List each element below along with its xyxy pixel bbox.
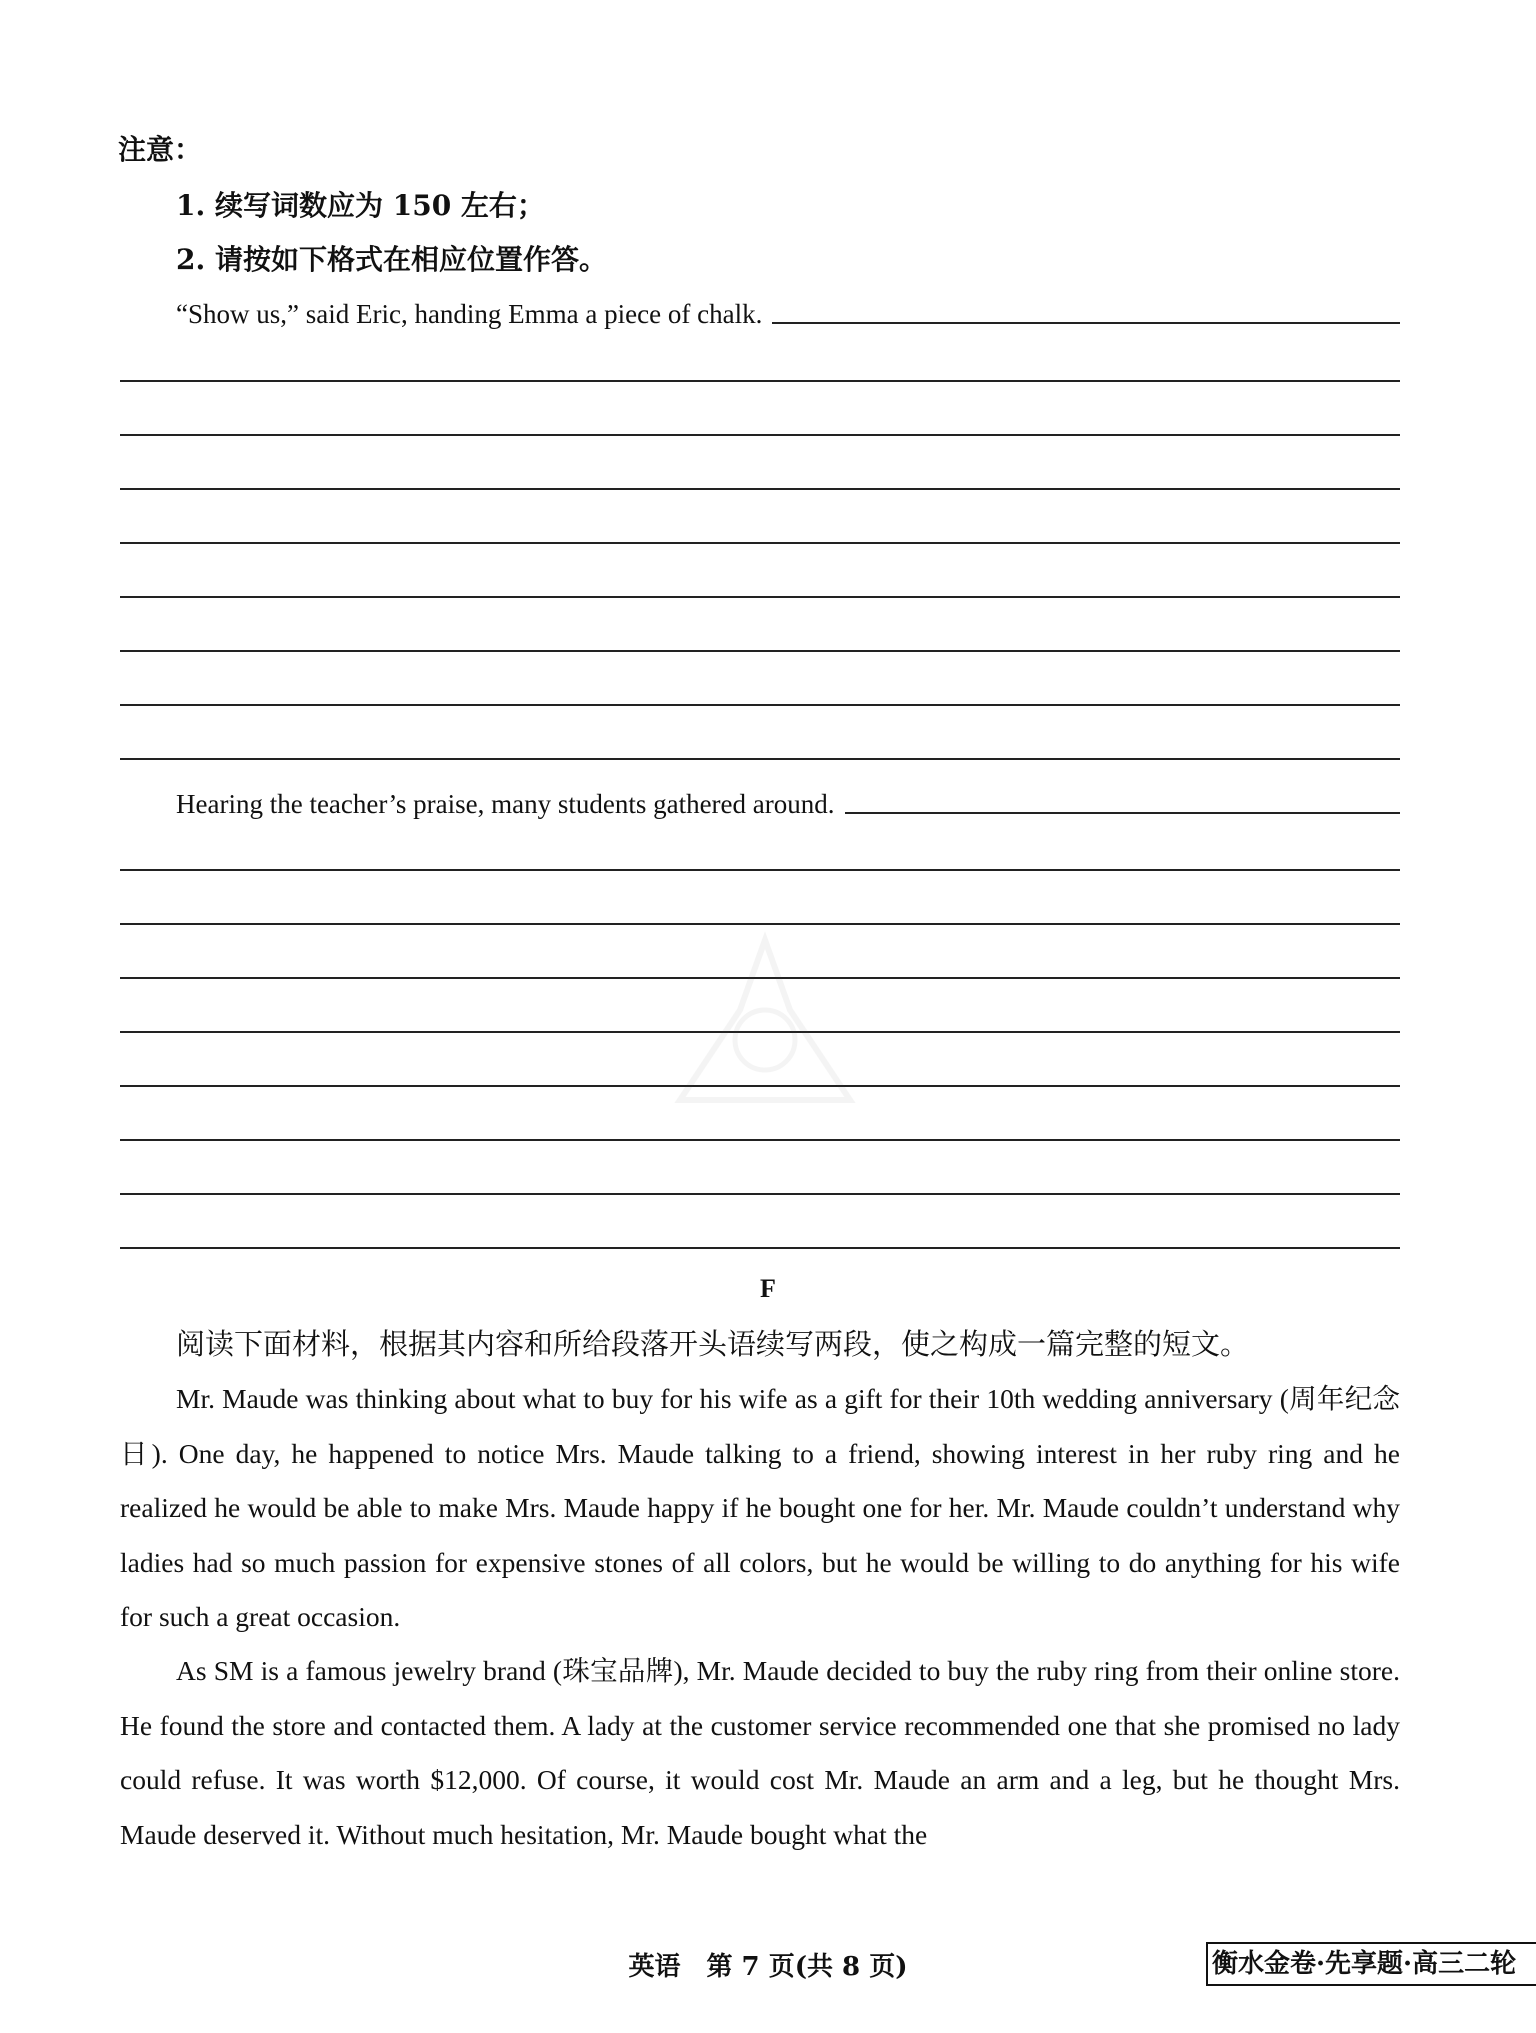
story-paragraph-1 bbox=[120, 1372, 1400, 1645]
answer-line[interactable] bbox=[120, 380, 1400, 382]
answer-line[interactable] bbox=[120, 434, 1400, 436]
answer-line[interactable] bbox=[120, 1247, 1400, 1249]
answer-line[interactable] bbox=[120, 650, 1400, 652]
story-paragraph-2-text: As SM is a famous jewelry brand (珠宝品牌), Mr. Maude decided to buy the ruby ring from their online store. He found the store and contacted them. A lady at the customer service recommended one that she promised no lady could refuse. It was worth $12,000. Of course, it would cost Mr. Maude an arm and a leg, but he thought Mrs. Maude deserved it. Without much hesitation, Mr. Maude bought what the bbox=[120, 1655, 1400, 1850]
answer-line[interactable] bbox=[772, 322, 1400, 324]
notes-heading: 注意： bbox=[118, 133, 203, 166]
paragraph1-opening: “Show us,” said Eric, handing Emma a piece of chalk. bbox=[176, 299, 763, 329]
answer-line[interactable] bbox=[120, 923, 1400, 925]
paragraph2-opening: Hearing the teacher’s praise, many students gathered around. bbox=[176, 789, 835, 819]
section-letter: F bbox=[760, 1274, 776, 1303]
answer-line[interactable] bbox=[845, 812, 1400, 814]
story-paragraph-1-text: Mr. Maude was thinking about what to buy for his wife as a gift for their 10th wedding anniversary (周年纪念日). One day, he happened to notice Mrs. Maude talking to a friend, showing interest in her ruby ring and he realized he would be able to make Mrs. Maude happy if he bought one for her. Mr. Maude couldn’t understand why ladies had so much passion for expensive stones of all colors, but he would be willing to do anything for his wife for such a great occasion. bbox=[120, 1383, 1400, 1632]
page-number: 英语 第 7 页(共 8 页) bbox=[628, 1952, 908, 1982]
note-item-format: 2. 请按如下格式在相应位置作答。 bbox=[176, 243, 607, 276]
answer-line[interactable] bbox=[120, 596, 1400, 598]
answer-line[interactable] bbox=[120, 542, 1400, 544]
section-instruction: 阅读下面材料，根据其内容和所给段落开头语续写两段，使之构成一篇完整的短文。 bbox=[176, 1327, 1250, 1361]
answer-line[interactable] bbox=[120, 1139, 1400, 1141]
answer-line[interactable] bbox=[120, 1193, 1400, 1195]
answer-line[interactable] bbox=[120, 869, 1400, 871]
story-paragraph-2 bbox=[120, 1644, 1400, 1862]
answer-line[interactable] bbox=[120, 704, 1400, 706]
answer-line[interactable] bbox=[120, 488, 1400, 490]
watermark-emblem-icon bbox=[650, 930, 880, 1120]
answer-prompt-1 bbox=[176, 290, 1400, 330]
answer-line[interactable] bbox=[120, 758, 1400, 760]
answer-prompt-2 bbox=[176, 780, 1400, 820]
series-label: 衡水金卷·先享题·高三二轮 bbox=[1206, 1942, 1536, 1986]
note-item-word-count: 1. 续写词数应为 150 左右； bbox=[176, 189, 545, 222]
